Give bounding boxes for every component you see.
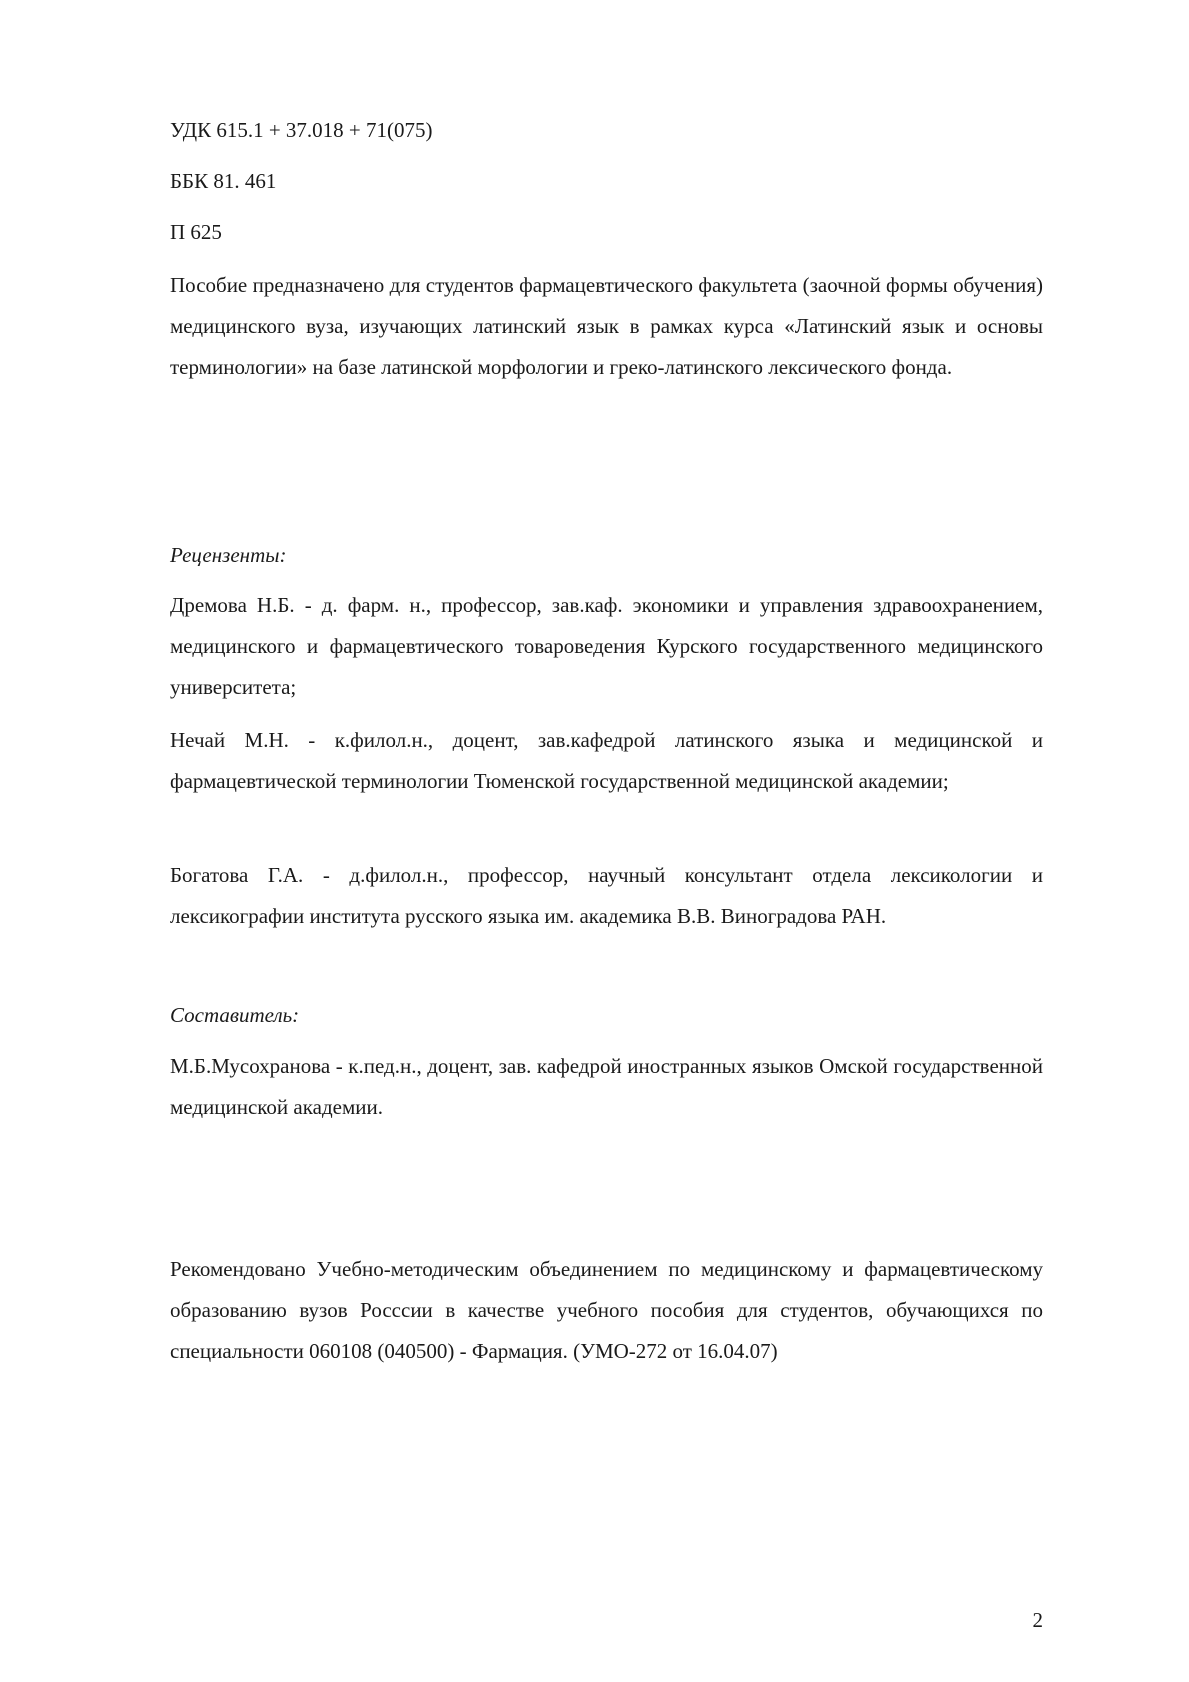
reviewer-item: Дремова Н.Б. - д. фарм. н., профессор, зав.каф. экономики и управления здравоохранением, медицинского и фармацевтического товароведения Курского государственного медицинского университета; bbox=[170, 593, 1043, 699]
author-mark: П 625 bbox=[170, 220, 222, 244]
recommendation-paragraph: Рекомендовано Учебно-методическим объединением по медицинскому и фармацевтическому образованию вузов Россcии в качестве учебного пособия для студентов, обучающихся по специальности 060108 (040500) - Фармация. (УМО-272 от 16.04.07) bbox=[170, 1257, 1043, 1363]
page-number: 2 bbox=[1032, 1608, 1043, 1632]
compiler-heading: Составитель: bbox=[170, 1003, 300, 1027]
reviewer-item: Богатова Г.А. - д.филол.н., профессор, научный консультант отдела лексикологии и лексикографии института русского языка им. академика В.В. Виноградова РАН. bbox=[170, 863, 1043, 928]
annotation-paragraph: Пособие предназначено для студентов фармацевтического факультета (заочной формы обучения) медицинского вуза, изучающих латинский язык в рамках курса «Латинский язык и основы терминологии» на базе латинской морфологии и греко-латинского лексического фонда. bbox=[170, 273, 1043, 379]
udk-code: УДК 615.1 + 37.018 + 71(075) bbox=[170, 118, 433, 142]
compiler-text: М.Б.Мусохранова - к.пед.н., доцент, зав. кафедрой иностранных языков Омской государственной медицинской академии. bbox=[170, 1054, 1043, 1119]
bbk-code: ББК 81. 461 bbox=[170, 169, 277, 193]
reviewers-heading: Рецензенты: bbox=[170, 543, 287, 567]
reviewer-item: Нечай М.Н. - к.филол.н., доцент, зав.кафедрой латинского языка и медицинской и фармацевтической терминологии Тюменской государственной медицинской академии; bbox=[170, 728, 1043, 793]
